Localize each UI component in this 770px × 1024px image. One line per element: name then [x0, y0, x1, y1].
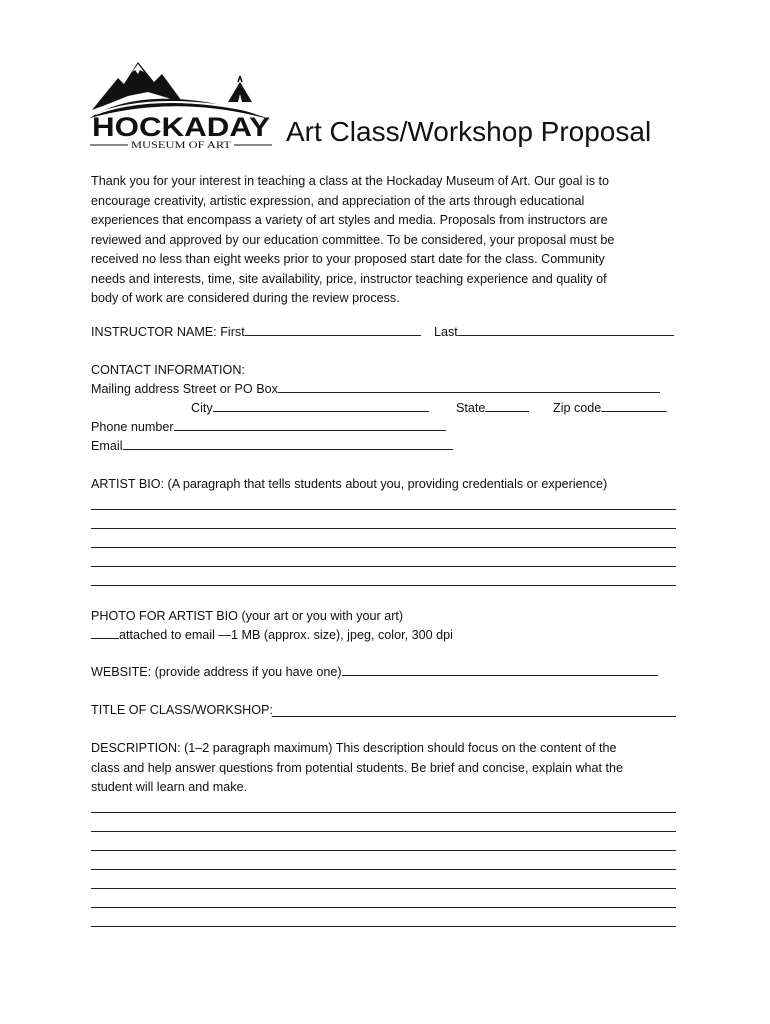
logo-name: HOCKADAY: [92, 112, 270, 142]
description-line-field[interactable]: [91, 831, 676, 832]
instructor-name-row: [91, 323, 421, 343]
description-line-field[interactable]: [91, 850, 676, 851]
phone-label: Phone number: [91, 420, 174, 434]
class-title-field[interactable]: [272, 716, 676, 717]
mailing-address-field[interactable]: [278, 380, 660, 393]
state-label: State: [456, 401, 486, 415]
website-row: [91, 663, 658, 683]
artist-bio-line[interactable]: [91, 547, 676, 548]
artist-bio-line[interactable]: [91, 585, 676, 586]
state-field[interactable]: [485, 399, 529, 412]
intro-paragraph: [91, 172, 614, 309]
description-line: DESCRIPTION: (1–2 paragraph maximum) This description should focus on the content of the: [91, 741, 617, 755]
artist-bio-line[interactable]: [91, 566, 676, 567]
email-field[interactable]: [123, 437, 453, 450]
zip-row: [553, 399, 667, 419]
description-line-field[interactable]: [91, 907, 676, 908]
email-row: [91, 437, 453, 457]
phone-row: [91, 418, 446, 438]
description-line: student will learn and make.: [91, 780, 248, 794]
artist-bio-label: ARTIST BIO: (A paragraph that tells students about you, providing credentials or experience): [91, 477, 608, 491]
photo-attached-row: [91, 626, 453, 646]
class-title-label: TITLE OF CLASS/WORKSHOP:: [91, 703, 273, 717]
description-line-field[interactable]: [91, 926, 676, 927]
mailing-row: [91, 380, 660, 400]
logo-tagline: MUSEUM OF ART: [131, 141, 232, 150]
intro-line: encourage creativity, artistic expression, and appreciation of the arts through educational: [91, 193, 585, 208]
hockaday-logo: [88, 58, 274, 150]
website-label: WEBSITE: (provide address if you have one): [91, 665, 342, 679]
intro-line: experiences that encompass a variety of art styles and media. Proposals from instructors are: [91, 213, 608, 227]
contact-heading: CONTACT INFORMATION:: [91, 363, 245, 377]
intro-line: body of work are considered during the review process.: [91, 291, 400, 305]
city-row: [191, 399, 429, 419]
intro-line: received no less than eight weeks prior to your proposed start date for the class. Community: [91, 252, 605, 266]
intro-line: needs and interests, time, site availability, price, instructor teaching experience and quality of: [91, 271, 607, 286]
last-name-field[interactable]: [458, 323, 674, 336]
description-line-field[interactable]: [91, 888, 676, 889]
zip-field[interactable]: [601, 399, 667, 412]
artist-bio-line[interactable]: [91, 509, 676, 510]
email-label: Email: [91, 439, 123, 453]
mailing-label: Mailing address Street or PO Box: [91, 382, 278, 396]
page-title: Art Class/Workshop Proposal: [286, 116, 652, 147]
description-line: class and help answer questions from potential students. Be brief and concise, explain what the: [91, 760, 624, 775]
artist-bio-line[interactable]: [91, 528, 676, 529]
website-field[interactable]: [342, 663, 658, 676]
intro-line: Thank you for your interest in teaching a class at the Hockaday Museum of Art. Our goal is to: [91, 174, 609, 188]
instructor-last-row: [434, 323, 674, 343]
photo-label: PHOTO FOR ARTIST BIO (your art or you with your art): [91, 609, 404, 623]
zip-label: Zip code: [553, 401, 602, 415]
photo-attached-checkbox-line[interactable]: [91, 626, 119, 639]
description-line-field[interactable]: [91, 869, 676, 870]
phone-field[interactable]: [174, 418, 446, 431]
city-field[interactable]: [213, 399, 429, 412]
description-line-field[interactable]: [91, 812, 676, 813]
first-name-field[interactable]: [245, 323, 421, 336]
instructor-first-label: INSTRUCTOR NAME: First: [91, 325, 245, 339]
instructor-last-label: Last: [434, 325, 458, 339]
state-row: [456, 399, 529, 419]
city-label: City: [191, 401, 213, 415]
class-title-row: [91, 701, 273, 721]
photo-attached-label: attached to email —1 MB (approx. size), jpeg, color, 300 dpi: [119, 628, 453, 642]
description-text: [91, 739, 623, 798]
intro-line: reviewed and approved by our education committee. To be considered, your proposal must be: [91, 232, 615, 247]
